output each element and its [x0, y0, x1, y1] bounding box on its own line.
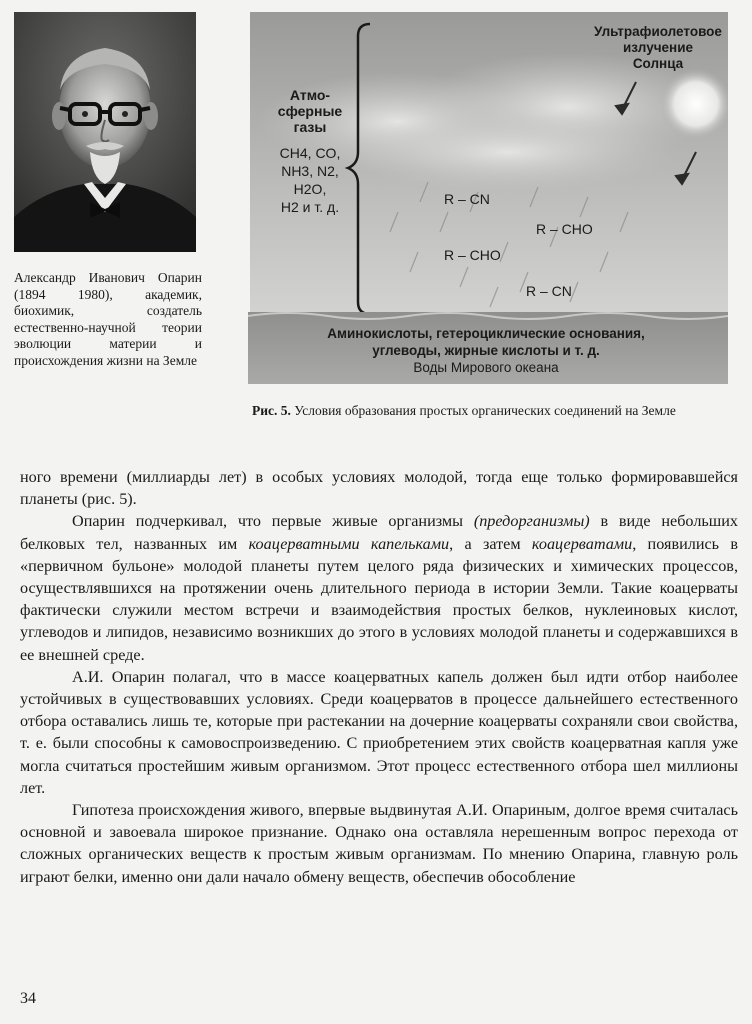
paragraph-2-part-e: , а затем	[449, 534, 532, 553]
page-number: 34	[20, 990, 36, 1007]
paragraph-2-part-a: Опарин подчеркивал, что первые живые организмы	[72, 512, 474, 531]
gas-formula-line4: H2 и т. д.	[280, 199, 340, 215]
atmosphere-label-line3: газы	[293, 119, 327, 135]
uv-label-line1: Ультрафиолетовое	[594, 24, 722, 39]
ocean-label-line2: углеводы, жирные кислоты и т. д.	[372, 343, 600, 358]
gas-formula-line3: H2O,	[293, 181, 327, 197]
body-text	[20, 466, 738, 888]
paragraph-2-part-c: в виде небольших белковых тел, названных им	[20, 512, 738, 553]
figure-illustration	[248, 12, 728, 384]
portrait-illustration	[14, 12, 196, 252]
gas-formula-line2: NH3, N2,	[281, 163, 339, 179]
figure-caption-label: Рис. 5.	[252, 403, 291, 418]
molecule-label-4: R – CN	[526, 283, 572, 299]
uv-label-line3: Солнца	[632, 56, 684, 71]
paragraph-1: ного времени (миллиарды лет) в особых условиях молодой, тогда еще только формировавшейся планеты (рис. 5).	[20, 468, 738, 509]
paragraph-3: А.И. Опарин полагал, что в массе коацерватных капель должен был идти отбор наиболее устойчивых в существовавших условиях. Среди коацерватов в процессе дальнейшего естественного отбора оставались лишь те, которые при растекании на дочерние коацерваты сохраняли свои свойства, т. е. были способны к самовоспроизведению. С приобретением этих свойств коацерватная капля уже могла считаться простейшим живым организмом. Этот процесс естественного отбора шел миллионы лет.	[20, 667, 738, 797]
paragraph-2-part-g: , появились в «первичном бульоне» молодой планеты путем целого ряда физических и химических процессов, осуществлявшихся на протяжении очень длительного периода в истории Земли. Такие коацерваты фактически служили местом встречи и взаимодействия простых белков, нуклеиновых кислот, углеводов и липидов, независимо возникших до этого в условиях молодой планеты и содержавшихся в ее внешней среде.	[20, 534, 738, 664]
figure-conditions	[248, 12, 728, 384]
portrait-photo	[14, 12, 196, 252]
molecule-label-2: R – CHO	[536, 221, 593, 237]
atmosphere-label-line2: сферные	[277, 103, 343, 119]
paragraph-2-term-preorganisms: (предорганизмы)	[473, 512, 590, 531]
paragraph-2-term-coacervates: коацерватами	[531, 534, 633, 553]
figure-caption	[252, 402, 702, 420]
uv-label-line2: излучение	[622, 40, 694, 55]
portrait-caption: Александр Иванович Опарин (1894 1980), академик, биохимик, создатель естественно-научной теории эволюции материи и происхождения жизни на Земле	[14, 270, 202, 368]
molecule-label-1: R – CN	[444, 191, 490, 207]
ocean-label-line1: Аминокислоты, гетероциклические основания,	[327, 326, 645, 341]
molecule-label-3: R – CHO	[444, 247, 501, 263]
figure-caption-text: Условия образования простых органических соединений на Земле	[290, 403, 676, 418]
paragraph-4: Гипотеза происхождения живого, впервые выдвинутая А.И. Опариным, долгое время считалась основной и завоевала широкое признание. Однако она оставляла нерешенным вопрос перехода от сложных органических веществ к простым живым организмам. По мнению Опарина, главную роль играют белки, именно они дали начало обмену веществ, обеспечив обособление	[20, 801, 738, 886]
ocean-label-line3: Воды Мирового океана	[413, 360, 559, 375]
gas-formula-line1: CH4, CO,	[279, 145, 341, 161]
paragraph-2-term-coacervate-drops: коацерватными капельками	[248, 534, 450, 553]
atmosphere-label-line1: Атмо-	[289, 87, 331, 103]
paragraph-2	[20, 510, 738, 665]
